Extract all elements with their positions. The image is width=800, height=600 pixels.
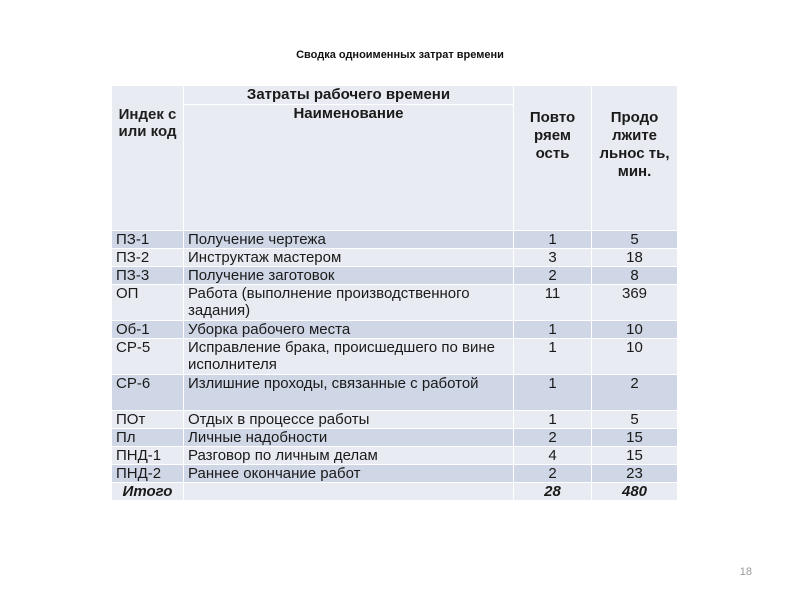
table-row [112,339,678,375]
table-row [112,267,678,285]
cell-duration: 23 [592,465,678,483]
cell-code: ПЗ-3 [112,267,184,285]
cell-repeat: 1 [514,411,592,429]
table-row [112,447,678,465]
cell-duration: 5 [592,231,678,249]
cell-duration: 2 [592,375,678,411]
cell-repeat: 1 [514,321,592,339]
cell-name: Инструктаж мастером [184,249,514,267]
cell-code: ПНД-1 [112,447,184,465]
cell-name: Излишние проходы, связанные с работой [184,375,514,411]
cell-duration: 10 [592,321,678,339]
cell-code: Об-1 [112,321,184,339]
cell-name: Разговор по личным делам [184,447,514,465]
table-row [112,375,678,411]
cell-code: Пл [112,429,184,447]
time-costs-table [111,85,678,501]
total-label: Итого [112,483,184,501]
cell-duration: 18 [592,249,678,267]
cell-duration: 10 [592,339,678,375]
header-group: Затраты рабочего времени [184,86,513,105]
cell-name: Личные надобности [184,429,514,447]
table-row [112,231,678,249]
cell-name: Получение заготовок [184,267,514,285]
total-duration: 480 [592,483,678,501]
header-repeat: Повто ряем ость [514,86,592,231]
cell-duration: 15 [592,447,678,465]
header-name: Наименование [293,105,404,122]
cell-duration: 369 [592,285,678,321]
table-header-row [112,86,678,231]
cell-name: Уборка рабочего места [184,321,514,339]
page-number: 18 [739,566,752,578]
cell-duration: 8 [592,267,678,285]
cell-code: ПЗ-2 [112,249,184,267]
header-name-cell [184,86,514,231]
table-total-row [112,483,678,501]
cell-duration: 15 [592,429,678,447]
page-title: Сводка одноименных затрат времени [296,49,504,61]
cell-repeat: 1 [514,339,592,375]
cell-name: Работа (выполнение производственного задания) [184,285,514,321]
cell-name: Исправление брака, происшедшего по вине исполнителя [184,339,514,375]
total-empty [184,483,514,501]
cell-repeat: 2 [514,267,592,285]
cell-repeat: 2 [514,465,592,483]
cell-name: Получение чертежа [184,231,514,249]
cell-repeat: 2 [514,429,592,447]
table-row [112,285,678,321]
cell-code: ПНД-2 [112,465,184,483]
table-row [112,465,678,483]
cell-duration: 5 [592,411,678,429]
total-repeat: 28 [514,483,592,501]
cell-repeat: 11 [514,285,592,321]
cell-repeat: 4 [514,447,592,465]
cell-name: Отдых в процессе работы [184,411,514,429]
header-duration: Продо лжите льнос ть, мин. [592,86,678,231]
cell-code: ПОт [112,411,184,429]
table-row [112,321,678,339]
cell-code: ОП [112,285,184,321]
cell-repeat: 1 [514,375,592,411]
cell-repeat: 1 [514,231,592,249]
cell-code: СР-6 [112,375,184,411]
cell-name: Раннее окончание работ [184,465,514,483]
cell-code: СР-5 [112,339,184,375]
table-row [112,249,678,267]
header-code: Индек с или код [112,86,184,231]
table-row [112,429,678,447]
table-row [112,411,678,429]
cell-repeat: 3 [514,249,592,267]
cell-code: ПЗ-1 [112,231,184,249]
